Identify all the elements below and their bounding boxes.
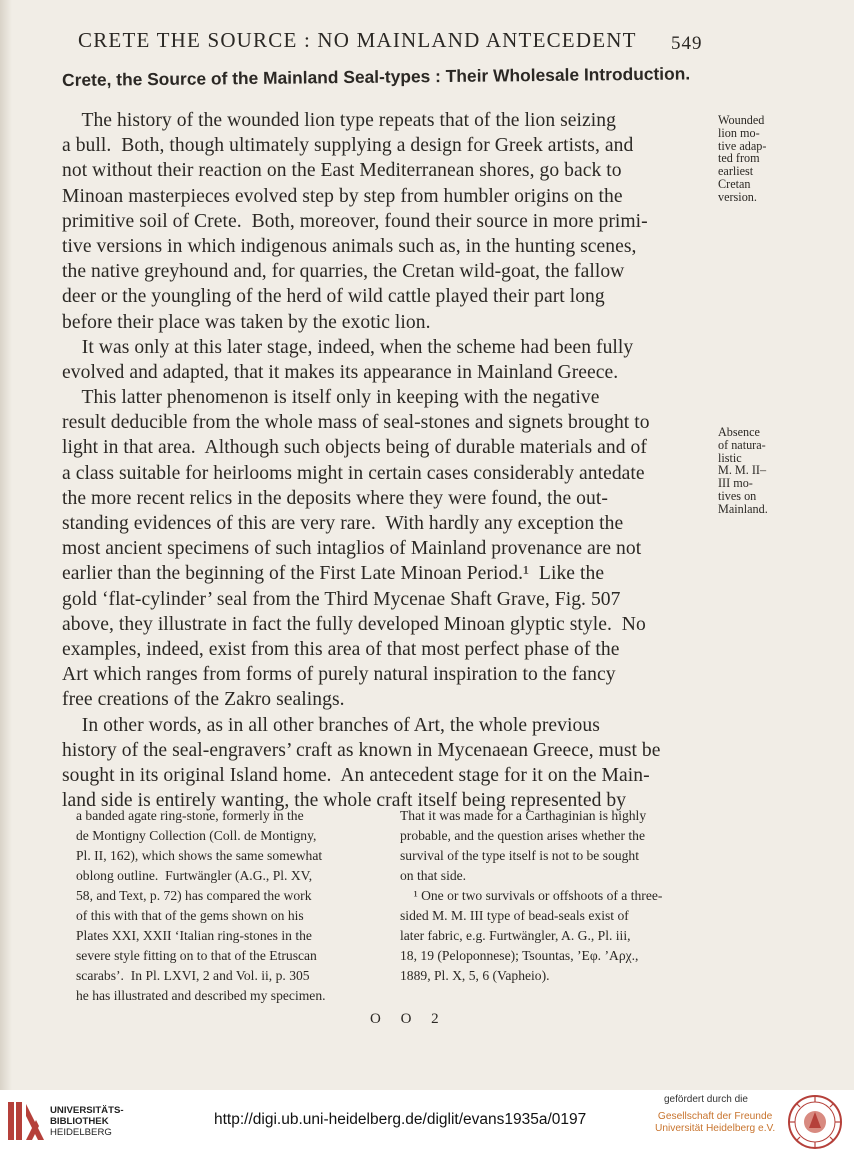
margin-note-line: Wounded — [718, 113, 765, 127]
margin-note-line: listic — [718, 450, 742, 465]
library-name-line2: BIBLIOTHEK — [50, 1115, 109, 1127]
body-line: primitive soil of Crete. Both, moreover, found their source in more primi- — [62, 210, 648, 232]
signature-mark: O O 2 — [370, 1011, 447, 1027]
section-heading: Crete, the Source of the Mainland Seal-types : Their Wholesale Introduction. — [62, 63, 691, 90]
footnote-line: Pl. II, 162), which shows the same somewhat — [76, 848, 323, 863]
funder-name — [655, 1111, 775, 1135]
funding-label: gefördert durch die — [664, 1094, 748, 1105]
permalink-url[interactable]: http://digi.ub.uni-heidelberg.de/diglit/evans1935a/0197 — [214, 1111, 587, 1128]
footnote-line: survival of the type itself is not to be sought — [400, 848, 639, 863]
footnote-line: sided M. M. III type of bead-seals exist of — [400, 908, 629, 923]
margin-note-line: ted from — [718, 151, 760, 166]
body-line: In other words, as in all other branches of Art, the whole previous — [62, 714, 600, 736]
body-line: a bull. Both, though ultimately supplying a design for Greek artists, and — [62, 135, 634, 157]
body-line: earlier than the beginning of the First Late Minoan Period.¹ Like the — [62, 563, 605, 585]
body-line: the more recent relics in the deposits where they were found, the out- — [62, 487, 608, 509]
body-line: before their place was taken by the exotic lion. — [62, 311, 431, 333]
footnote-line: on that side. — [400, 868, 467, 883]
margin-note-line: tives on — [718, 488, 757, 503]
margin-note-wounded-lion — [718, 114, 766, 204]
body-line: light in that area. Although such objects being of durable materials and of — [62, 437, 647, 459]
page-edge-shadow — [0, 0, 12, 1090]
body-line: the native greyhound and, for quarries, the Cretan wild-goat, the fallow — [62, 261, 625, 283]
library-name — [50, 1106, 124, 1138]
footnote-line: later fabric, e.g. Furtwängler, A. G., Pl. iii, — [400, 928, 631, 943]
footnote-left-column — [76, 806, 398, 1006]
margin-note-absence — [718, 426, 768, 516]
body-line: Art which ranges from forms of purely natural inspiration to the fancy — [62, 664, 616, 686]
footnote-line: he has illustrated and described my specimen. — [76, 988, 326, 1003]
funder-name-line2: Universität Heidelberg e.V. — [655, 1123, 776, 1134]
body-line: gold ‘flat-cylinder’ seal from the Third Mycenae Shaft Grave, Fig. 507 — [62, 588, 621, 610]
library-name-line1: UNIVERSITÄTS- — [50, 1105, 124, 1116]
margin-note-line: earliest — [718, 164, 754, 179]
body-line: This latter phenomenon is itself only in keeping with the negative — [62, 387, 600, 409]
body-line: not without their reaction on the East Mediterranean shores, go back to — [62, 160, 622, 182]
footnote-line: of this with that of the gems shown on his — [76, 908, 304, 923]
margin-note-line: M. M. II– — [718, 463, 767, 478]
body-line: land side is entirely wanting, the whole craft itself being represented by — [62, 790, 627, 812]
body-line: sought in its original Island home. An antecedent stage for it on the Main- — [62, 764, 650, 786]
margin-note-line: of natura- — [718, 437, 766, 452]
body-line: result deducible from the whole mass of seal-stones and signets brought to — [62, 412, 650, 434]
body-line: tive versions in which indigenous animals such as, in the hunting scenes, — [62, 235, 637, 257]
funder-name-line1: Gesellschaft der Freunde — [657, 1111, 773, 1122]
footnote-line: scarabs’. In Pl. LXVI, 2 and Vol. ii, p. 305 — [76, 968, 310, 983]
margin-note-line: version. — [718, 189, 757, 204]
margin-note-line: III mo- — [718, 476, 753, 491]
body-line: above, they illustrate in fact the fully developed Minoan glyptic style. No — [62, 613, 646, 635]
margin-note-line: Absence — [718, 425, 760, 439]
margin-note-line: Mainland. — [718, 501, 768, 516]
margin-note-line: lion mo- — [718, 125, 760, 140]
body-text — [62, 108, 710, 813]
body-line: free creations of the Zakro sealings. — [62, 689, 345, 711]
footnote-line: oblong outline. Furtwängler (A.G., Pl. XV, — [76, 868, 313, 883]
footnote-line: That it was made for a Carthaginian is highly — [400, 808, 647, 823]
margin-note-line: tive adap- — [718, 138, 767, 153]
footnote-right-column — [400, 806, 718, 986]
body-line: The history of the wounded lion type repeats that of the lion seizing — [62, 110, 616, 131]
library-logo-icon — [6, 1098, 48, 1144]
body-line: evolved and adapted, that it makes its appearance in Mainland Greece. — [62, 361, 619, 383]
library-name-line3: HEIDELBERG — [50, 1126, 112, 1138]
footnote-line: 58, and Text, p. 72) has compared the work — [76, 888, 312, 903]
running-head: CRETE THE SOURCE : NO MAINLAND ANTECEDENT — [78, 28, 637, 52]
footnote-line: severe style fitting on to that of the Etruscan — [76, 948, 317, 963]
body-line: deer or the youngling of the herd of wild cattle played their part long — [62, 286, 605, 308]
footnote-line: 1889, Pl. X, 5, 6 (Vapheio). — [400, 968, 550, 983]
footnote-line: 18, 19 (Peloponnese); Tsountas, ’Εφ. ’Αρχ., — [400, 948, 639, 963]
margin-note-line: Cretan — [718, 176, 751, 191]
body-line: It was only at this later stage, indeed, when the scheme had been fully — [62, 336, 634, 358]
body-line: standing evidences of this are very rare. With hardly any exception the — [62, 513, 624, 534]
page-number: 549 — [671, 33, 703, 54]
footnote-line: ¹ One or two survivals or offshoots of a three- — [400, 888, 663, 903]
body-line: history of the seal-engravers’ craft as known in Mycenaean Greece, must be — [62, 739, 661, 761]
body-line: a class suitable for heirlooms might in certain cases considerably antedate — [62, 462, 645, 484]
body-line: Minoan masterpieces evolved step by step from humbler origins on the — [62, 185, 623, 207]
body-line: most ancient specimens of such intaglios of Mainland provenance are not — [62, 538, 642, 560]
body-line: examples, indeed, exist from this area of that most perfect phase of the — [62, 638, 620, 660]
footnote-line: probable, and the question arises whether the — [400, 828, 645, 843]
footnote-line: de Montigny Collection (Coll. de Montigny, — [76, 828, 317, 843]
footnote-line: Plates XXI, XXII ‘Italian ring-stones in the — [76, 928, 312, 943]
university-seal-icon — [787, 1094, 843, 1150]
footnote-line: a banded agate ring-stone, formerly in the — [76, 808, 304, 823]
